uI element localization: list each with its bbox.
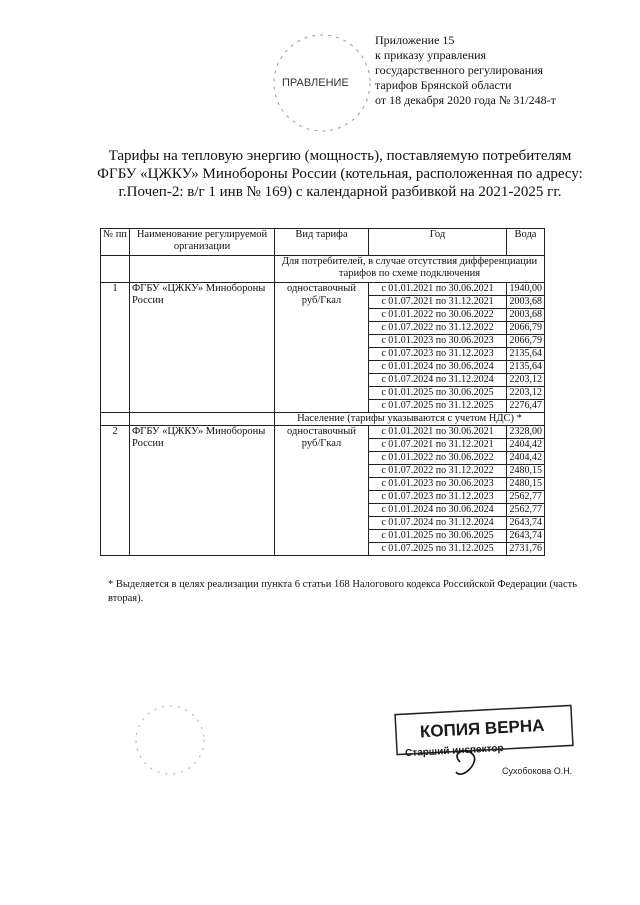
- table-group-1: [101, 283, 545, 413]
- cell-period: с 01.07.2021 по 31.12.2021: [369, 296, 507, 309]
- cell-value: 2003,68: [507, 296, 545, 309]
- cell-period: с 01.01.2025 по 30.06.2025: [369, 530, 507, 543]
- attachment-line: государственного регулирования: [375, 63, 544, 77]
- cell-value: 2562,77: [507, 504, 545, 517]
- attachment-block: [375, 33, 556, 108]
- cell-period: с 01.07.2024 по 31.12.2024: [369, 517, 507, 530]
- title-line: Тарифы на тепловую энергию (мощность), поставляемую потребителям: [108, 148, 572, 164]
- cell-period: с 01.07.2025 по 31.12.2025: [369, 400, 507, 413]
- cell-period: с 01.07.2022 по 31.12.2022: [369, 322, 507, 335]
- attachment-line: от 18 декабря 2020 года № 31/248-т: [375, 93, 556, 107]
- cell-value: 2328,00: [507, 426, 545, 439]
- cell-org: ФГБУ «ЦЖКУ» Минобороны России: [130, 426, 275, 556]
- seal-stamp-top: [262, 28, 372, 138]
- cell-value: 2404,42: [507, 452, 545, 465]
- cell-value: 2066,79: [507, 322, 545, 335]
- svg-text:ПРАВЛЕНИЕ: ПРАВЛЕНИЕ: [282, 77, 349, 89]
- cell-kind: одноставочный руб/Гкал: [275, 426, 369, 556]
- cell-value: 2731,76: [507, 543, 545, 556]
- cell-period: с 01.01.2022 по 30.06.2022: [369, 452, 507, 465]
- cell-value: 2135,64: [507, 361, 545, 374]
- seal-stamp-bottom: [130, 700, 210, 780]
- cell-period: с 01.01.2025 по 30.06.2025: [369, 387, 507, 400]
- header-num: № пп: [101, 229, 130, 256]
- cell-period: с 01.07.2024 по 31.12.2024: [369, 374, 507, 387]
- cell-value: 2203,12: [507, 387, 545, 400]
- cell-kind: одноставочный руб/Гкал: [275, 283, 369, 413]
- cell-value: 2135,64: [507, 348, 545, 361]
- cell-num: 2: [101, 426, 130, 556]
- cell-value: 2562,77: [507, 491, 545, 504]
- attachment-line: Приложение 15: [375, 33, 455, 47]
- cell-value: 2276,47: [507, 400, 545, 413]
- cell-period: с 01.01.2024 по 30.06.2024: [369, 504, 507, 517]
- stamp-name: Сухобокова О.Н.: [502, 766, 573, 776]
- cell-org: ФГБУ «ЦЖКУ» Минобороны России: [130, 283, 275, 413]
- section-label: Население (тарифы указываются с учетом НДС) *: [275, 413, 545, 426]
- cell-num: 1: [101, 283, 130, 413]
- header-period: Год: [369, 229, 507, 256]
- stamp-title: КОПИЯ ВЕРНА: [419, 715, 545, 742]
- section-label: Для потребителей, в случае отсутствия дифференциации тарифов по схеме подключения: [275, 256, 545, 283]
- table-row: [101, 426, 545, 439]
- stamp-frame: [390, 702, 578, 782]
- stamp-position: Старший инспектор: [404, 743, 504, 760]
- section-row: [101, 413, 545, 426]
- certification-stamp: [390, 702, 578, 782]
- header-kind: Вид тарифа: [275, 229, 369, 256]
- cell-period: с 01.07.2022 по 31.12.2022: [369, 465, 507, 478]
- cell-value: 2003,68: [507, 309, 545, 322]
- table-header-row: [101, 229, 545, 256]
- header-value: Вода: [507, 229, 545, 256]
- cell-value: 2480,15: [507, 465, 545, 478]
- cell-value: 2480,15: [507, 478, 545, 491]
- cell-period: с 01.07.2023 по 31.12.2023: [369, 491, 507, 504]
- cell-period: с 01.01.2021 по 30.06.2021: [369, 283, 507, 296]
- cell-value: 2066,79: [507, 335, 545, 348]
- tariff-table: [100, 228, 545, 556]
- cell-period: с 01.01.2022 по 30.06.2022: [369, 309, 507, 322]
- cell-period: с 01.01.2024 по 30.06.2024: [369, 361, 507, 374]
- document-title: [90, 147, 590, 201]
- table-row: [101, 283, 545, 296]
- header-org: Наименование регулируемой организации: [130, 229, 275, 256]
- title-line: г.Почеп-2: в/г 1 инв № 169) с календарной разбивкой на 2021-2025 гг.: [118, 184, 562, 200]
- cell-value: 2643,74: [507, 530, 545, 543]
- cell-period: с 01.01.2023 по 30.06.2023: [369, 478, 507, 491]
- cell-period: с 01.07.2025 по 31.12.2025: [369, 543, 507, 556]
- cell-value: 2203,12: [507, 374, 545, 387]
- cell-period: с 01.07.2023 по 31.12.2023: [369, 348, 507, 361]
- cell-period: с 01.01.2021 по 30.06.2021: [369, 426, 507, 439]
- attachment-line: тарифов Брянской области: [375, 78, 512, 92]
- cell-period: с 01.01.2023 по 30.06.2023: [369, 335, 507, 348]
- attachment-line: к приказу управления: [375, 48, 487, 62]
- cell-value: 2643,74: [507, 517, 545, 530]
- cell-period: с 01.07.2021 по 31.12.2021: [369, 439, 507, 452]
- cell-value: 1940,00: [507, 283, 545, 296]
- footnote: * Выделяется в целях реализации пункта 6 статьи 168 Налогового кодекса Российской Федерации (часть вторая).: [108, 579, 578, 604]
- table-group-2: [101, 426, 545, 556]
- section-row: [101, 256, 545, 283]
- cell-value: 2404,42: [507, 439, 545, 452]
- title-line: ФГБУ «ЦЖКУ» Минобороны России (котельная, расположенная по адресу:: [97, 166, 583, 182]
